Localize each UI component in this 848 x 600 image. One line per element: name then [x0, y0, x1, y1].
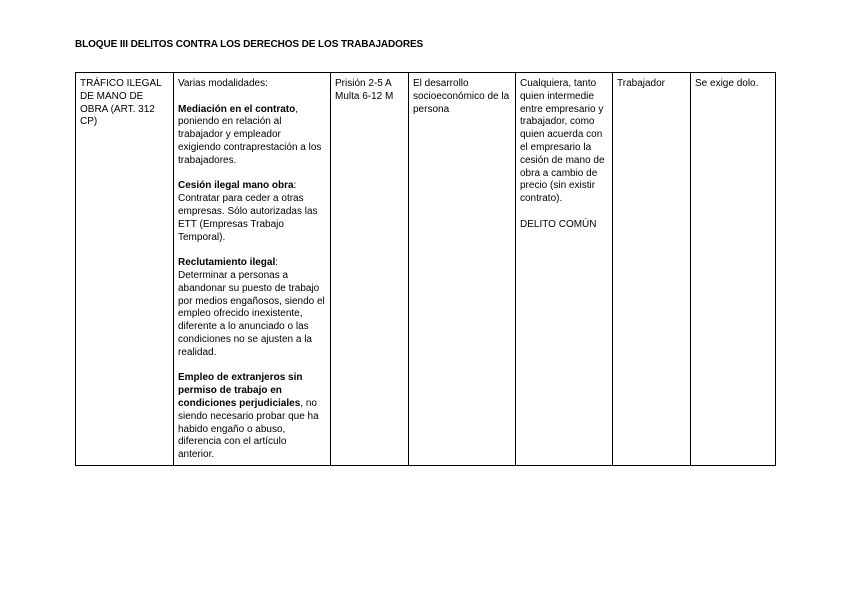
active-subject-cell — [516, 73, 613, 466]
active-subject-text: Cualquiera, tanto quien intermedie entre empresario y trabajador, como quien acuerda con el empresario la cesión de mano de obra a cambio de precio (sin existir contrato). — [520, 78, 605, 205]
modality-item — [178, 257, 325, 359]
modality-desc: : Contratar para ceder a otras empresas. Sólo autorizadas las ETT (Empresas Trabajo Temporal). — [178, 180, 318, 243]
offense-table — [75, 72, 776, 466]
page-title: BLOQUE III DELITOS CONTRA LOS DERECHOS DE LOS TRABAJADORES — [75, 39, 424, 50]
modality-desc: , poniendo en relación al trabajador y empleador exigiendo contraprestación a los trabajadores. — [178, 103, 322, 166]
modality-item — [178, 372, 325, 462]
modality-item — [178, 180, 325, 244]
modality-term: Mediación en el contrato — [178, 103, 296, 115]
subjective-element-cell — [691, 73, 776, 466]
legal-interest-cell — [409, 73, 516, 466]
modality-term: Reclutamiento ilegal — [178, 257, 276, 269]
passive-subject-cell — [613, 73, 691, 466]
passive-subject-text: Trabajador — [617, 78, 665, 89]
penalty-cell — [331, 73, 409, 466]
modalities-cell — [174, 73, 331, 466]
table-row — [76, 73, 776, 466]
modality-term: Empleo de extranjeros sin permiso de trabajo en condiciones perjudiciales — [178, 372, 303, 409]
subjective-element-text: Se exige dolo. — [695, 78, 759, 89]
legal-interest-text: El desarrollo socioeconómico de la persona — [413, 78, 510, 115]
penalty-text: Prisión 2-5 A Multa 6-12 M — [335, 78, 394, 102]
modality-item — [178, 104, 325, 168]
modality-term: Cesión ilegal mano obra — [178, 180, 294, 192]
modality-desc: , no siendo necesario probar que ha habido engaño o abuso, diferencia con el artículo anterior. — [178, 397, 319, 461]
modalities-intro: Varias modalidades: — [178, 78, 268, 89]
modality-desc: : Determinar a personas a abandonar su puesto de trabajo por medios engañosos, siendo el empleo ofrecido inexistente, diferente a lo anunciado o las condiciones no se ajusten a la realidad. — [178, 257, 325, 358]
offense-type-label: DELITO COMÚN — [520, 218, 597, 230]
offense-name-cell — [76, 73, 174, 466]
offense-name: TRÁFICO ILEGAL DE MANO DE OBRA (ART. 312 CP) — [80, 78, 162, 128]
